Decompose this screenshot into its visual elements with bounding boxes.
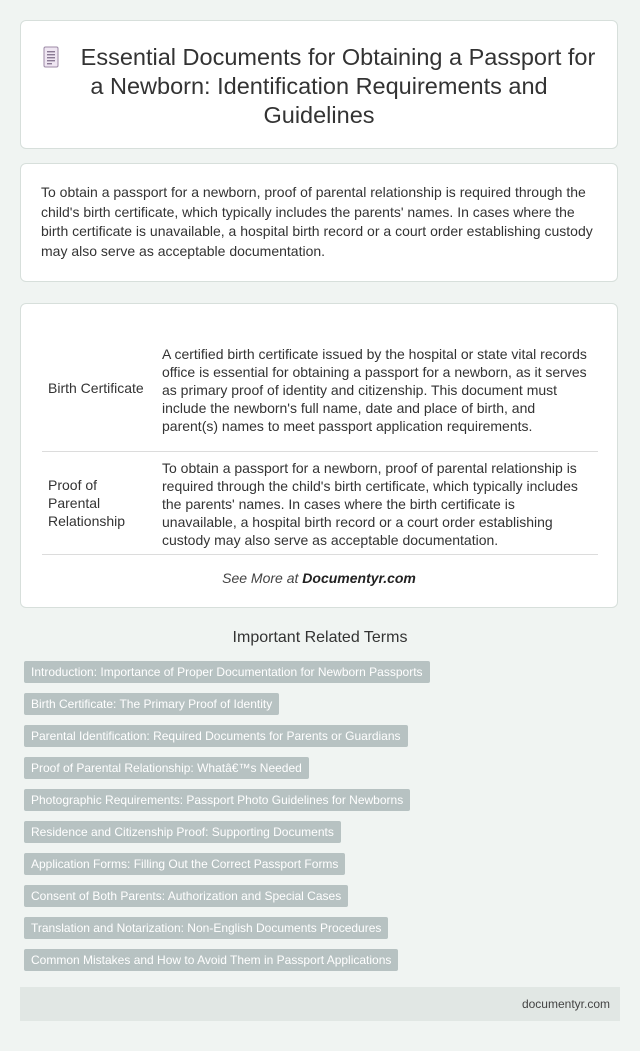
footer-site[interactable]: documentyr.com <box>521 997 610 1011</box>
footer <box>20 987 620 1021</box>
see-more-link[interactable] <box>21 570 617 586</box>
see-more-prefix: See More at <box>222 570 299 586</box>
related-terms-list <box>24 661 624 981</box>
see-more-site: Documentyr.com <box>302 570 416 586</box>
related-term-tag[interactable]: Photographic Requirements: Passport Photo Guidelines for Newborns <box>24 789 410 811</box>
intro-card <box>20 163 618 282</box>
related-term-tag[interactable]: Parental Identification: Required Documents for Parents or Guardians <box>24 725 408 747</box>
page-title-wrap <box>21 21 617 130</box>
related-terms-heading: Important Related Terms <box>232 629 408 646</box>
related-term-tag[interactable]: Translation and Notarization: Non-English Documents Procedures <box>24 917 388 939</box>
related-term-tag[interactable]: Common Mistakes and How to Avoid Them in Passport Applications <box>24 949 398 971</box>
related-term-tag[interactable]: Application Forms: Filling Out the Correct Passport Forms <box>24 853 345 875</box>
documents-table <box>42 326 598 555</box>
intro-text: To obtain a passport for a newborn, proof of parental relationship is required through the child's birth certificate, which typically includes the parents' names. In cases where the birth certificate is unavailable, a hospital birth record or a court order establishing custody may also serve as acceptable documentation. <box>41 184 593 259</box>
related-term-tag[interactable]: Residence and Citizenship Proof: Supporting Documents <box>24 821 341 843</box>
table-term-proof-of-parental-relationship: Proof of Parental Relationship <box>42 451 152 554</box>
related-term-tag[interactable]: Birth Certificate: The Primary Proof of Identity <box>24 693 279 715</box>
related-term-tag[interactable]: Consent of Both Parents: Authorization and Special Cases <box>24 885 348 907</box>
page-title: Essential Documents for Obtaining a Passport for a Newborn: Identification Requirements and Guidelines <box>80 44 596 128</box>
related-term-tag[interactable]: Introduction: Importance of Proper Documentation for Newborn Passports <box>24 661 430 683</box>
table-description: A certified birth certificate issued by the hospital or state vital records office is essential for obtaining a passport for a newborn, as it serves as primary proof of identity and citizenship. This document must include the newborn's full name, date and place of birth, and parent(s) names to meet passport application requirements. <box>152 326 598 451</box>
title-card <box>20 20 618 149</box>
related-term-tag[interactable]: Proof of Parental Relationship: Whatâ€™s Needed <box>24 757 309 779</box>
table-description: To obtain a passport for a newborn, proof of parental relationship is required through the child's birth certificate, which typically includes the parents' names. In cases where the birth certificate is unavailable, a hospital birth record or a court order establishing custody may also serve as acceptable documentation. <box>152 451 598 554</box>
table-row <box>42 326 598 451</box>
table-row <box>42 451 598 554</box>
table-card <box>20 303 618 608</box>
table-term-birth-certificate: Birth Certificate <box>42 326 152 451</box>
document-icon <box>43 46 59 68</box>
